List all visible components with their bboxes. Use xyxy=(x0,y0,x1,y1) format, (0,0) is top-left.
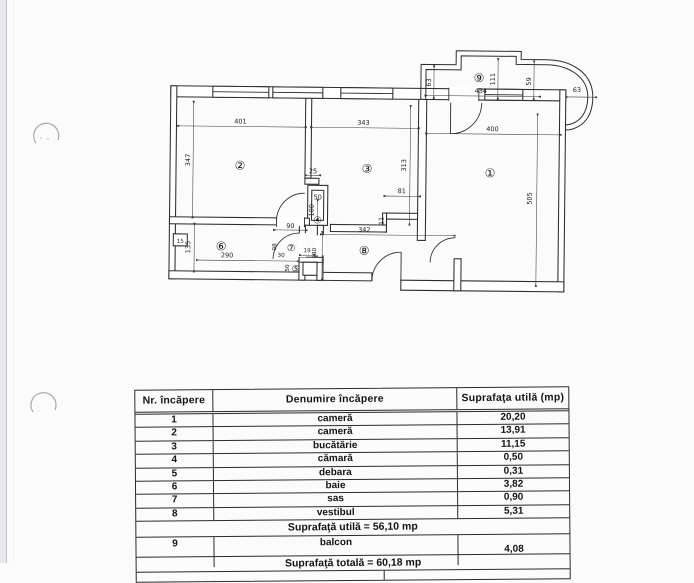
row-area: 20,20 xyxy=(457,411,568,424)
row-name: sas xyxy=(214,493,458,508)
dim-sas-gap: 19 xyxy=(304,248,312,254)
dim-room2-height: 347 xyxy=(184,154,192,167)
dim-balcony-depth: 111 xyxy=(489,73,497,86)
dim-room3-width: 343 xyxy=(357,119,370,127)
row-name: cămară xyxy=(214,452,458,467)
row-name: cameră xyxy=(213,412,457,427)
row-area: 4,08 xyxy=(458,534,569,565)
floor-plan xyxy=(159,38,607,308)
room-9-label: ⑨ xyxy=(474,71,485,85)
dim-closet-depth: 100 xyxy=(308,204,316,217)
exterior-walls xyxy=(169,86,566,292)
row-area: 5,31 xyxy=(458,505,569,518)
room-5-label: ⑤ xyxy=(292,264,301,275)
dim-wall-jog: 25 xyxy=(309,167,317,175)
row-nr: 6 xyxy=(136,481,214,494)
row-name: vestibul xyxy=(214,506,458,521)
row-name: baie xyxy=(214,479,458,494)
dim-hall-width: 342 xyxy=(358,226,371,234)
row-nr: 1 xyxy=(135,414,213,427)
room-6-label: ⑥ xyxy=(216,239,227,253)
row-name: balcon xyxy=(214,535,458,567)
total-row: Suprafaţă totală = 60,18 mp xyxy=(137,554,570,572)
dim-bath-niche: 15 xyxy=(177,239,185,245)
dim-closet-width: 50 xyxy=(314,193,322,201)
scan-edge-strip xyxy=(0,0,7,563)
dim-sas-step: 30 xyxy=(278,253,286,259)
dim-kitchen-notch-width: 81 xyxy=(398,187,406,195)
row-nr: 7 xyxy=(136,494,214,507)
room-3-label: ③ xyxy=(362,162,373,176)
dim-balcony-right: 59 xyxy=(525,77,533,85)
dim-room2-width: 401 xyxy=(234,117,247,125)
header-name: Denumire încăpere xyxy=(213,388,457,411)
row-area: 0,50 xyxy=(458,451,569,464)
row-area: 3,82 xyxy=(458,478,569,491)
hole-punch-mark-top xyxy=(28,115,68,155)
header-area: Suprafaţa utilă (mp) xyxy=(457,387,568,409)
dim-balcony-left: 63 xyxy=(425,78,433,86)
row-nr: 2 xyxy=(136,427,214,440)
row-name: bucătărie xyxy=(214,439,458,454)
dim-room3-height: 313 xyxy=(400,159,408,172)
balcony-row xyxy=(136,534,569,557)
row-area: 0,90 xyxy=(458,492,569,505)
dim-bath-height: 135 xyxy=(184,241,192,254)
dim-balcony-width: 434 xyxy=(475,87,488,95)
row-name: cameră xyxy=(214,426,458,441)
table-header-row xyxy=(135,387,568,414)
dim-bath-width: 290 xyxy=(221,251,234,259)
room-1-label: ① xyxy=(485,166,496,180)
header-nr: Nr. încăpere xyxy=(135,390,213,412)
dim-sas-depth: 98 xyxy=(272,243,278,251)
row-area: 13,91 xyxy=(458,425,569,438)
row-name: debara xyxy=(214,466,458,481)
hole-punch-mark-bottom xyxy=(26,390,66,430)
dim-room1-height: 505 xyxy=(526,192,534,205)
dim-door-width: 90 xyxy=(286,222,294,230)
room-2-label: ② xyxy=(235,158,246,172)
dim-debara-width: 50 xyxy=(285,264,291,272)
dim-hall-depth: 180 xyxy=(312,247,318,258)
cutoff-cell xyxy=(137,571,385,582)
row-area: 11,15 xyxy=(458,438,569,451)
dim-kitchen-notch-depth: 11 xyxy=(377,217,385,225)
row-nr: 9 xyxy=(136,537,214,568)
dim-balcony-corner: 63 xyxy=(573,86,581,94)
row-nr: 5 xyxy=(136,468,214,481)
room-7-label: ⑦ xyxy=(287,243,296,254)
row-nr: 4 xyxy=(136,454,214,467)
row-nr: 8 xyxy=(136,508,214,521)
row-nr: 3 xyxy=(136,441,214,454)
room-8-label: ⑧ xyxy=(359,244,370,258)
rooms-table xyxy=(134,386,571,583)
row-area: 0,31 xyxy=(458,465,569,478)
dim-room1-width: 400 xyxy=(486,125,499,133)
cutoff-cell xyxy=(385,569,570,579)
room-4-label: ④ xyxy=(313,215,322,226)
scan-edge-line xyxy=(13,0,14,563)
subtotal-row: Suprafaţă utilă = 56,10 mp xyxy=(136,518,569,537)
